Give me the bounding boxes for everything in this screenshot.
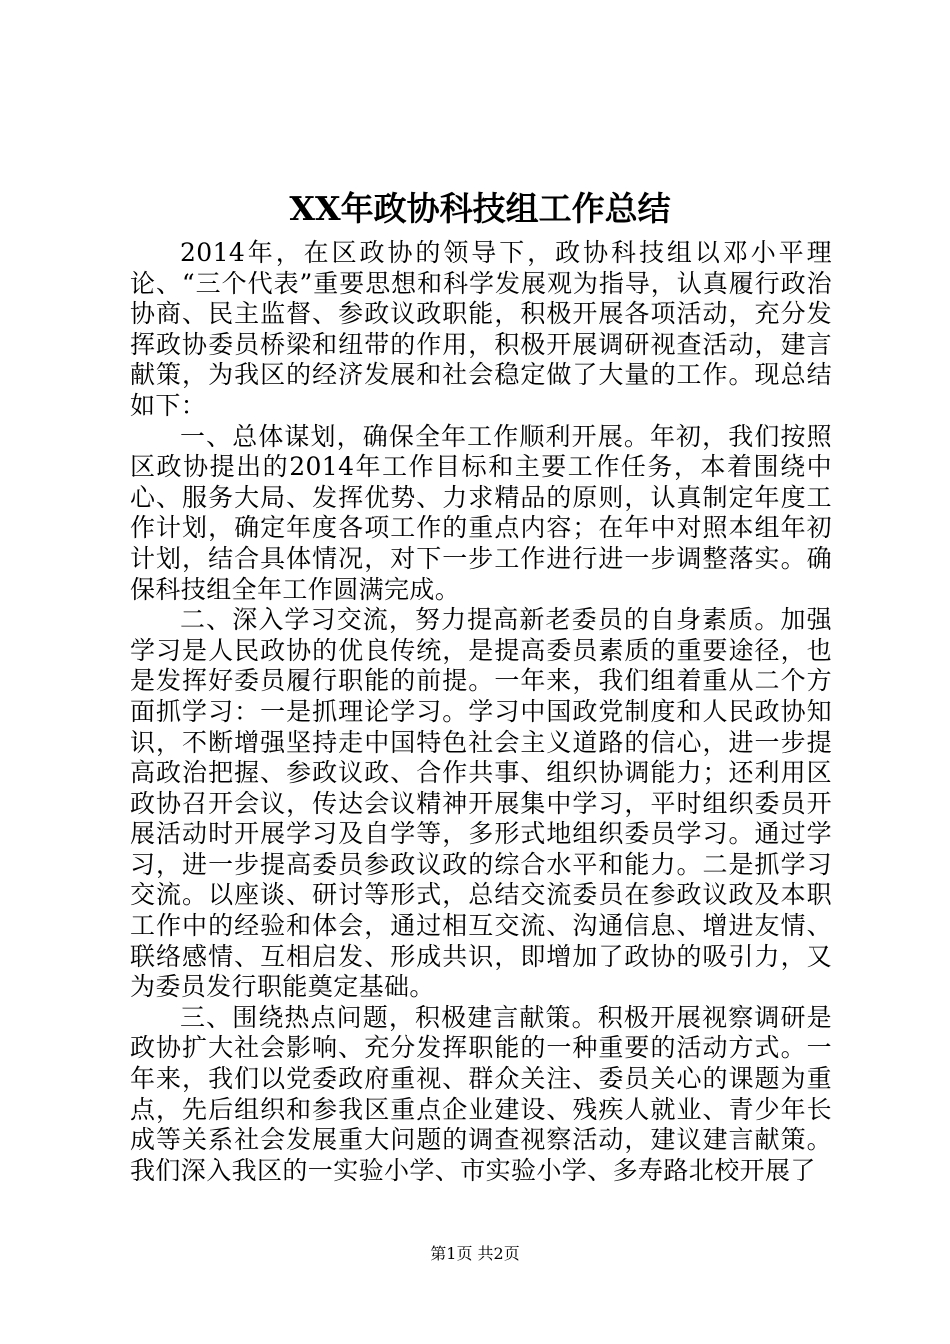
document-body (130, 238, 832, 1186)
paragraph-section-3: 三、围绕热点问题，积极建言献策。积极开展视察调研是政协扩大社会影响、充分发挥职能的一种重要的活动方式。一年来，我们以党委政府重视、群众关注、委员关心的课题为重点，先后组织和参我区重点企业建设、残疾人就业、青少年长成等关系社会发展重大问题的调查视察活动，建议建言献策。我们深入我区的一实验小学、市实验小学、多寿路北校开展了 (130, 1002, 832, 1185)
document-title: XX年政协科技组工作总结 (289, 189, 671, 228)
paragraph-intro: 2014年，在区政协的领导下，政协科技组以邓小平理论、“三个代表”重要思想和科学发展观为指导，认真履行政治协商、民主监督、参政议政职能，积极开展各项活动，充分发挥政协委员桥梁和纽带的作用，积极开展调研视查活动，建言献策，为我区的经济发展和社会稳定做了大量的工作。现总结如下： (130, 238, 832, 420)
paragraph-section-2: 二、深入学习交流，努力提高新老委员的自身素质。加强学习是人民政协的优良传统，是提高委员素质的重要途径，也是发挥好委员履行职能的前提。一年来，我们组着重从二个方面抓学习：一是抓理论学习。学习中国政党制度和人民政协知识，不断增强坚持走中国特色社会主义道路的信心，进一步提高政治把握、参政议政、合作共事、组织协调能力；还利用区政协召开会议，传达会议精神开展集中学习，平时组织委员开展活动时开展学习及自学等，多形式地组织委员学习。通过学习，进一步提高委员参政议政的综合水平和能力。二是抓学习交流。以座谈、研讨等形式，总结交流委员在参政议政及本职工作中的经验和体会，通过相互交流、沟通信息、增进友情、联络感情、互相启发、形成共识，即增加了政协的吸引力，又为委员发行职能奠定基础。 (130, 605, 832, 1002)
page-number-footer: 第1页 共2页 (430, 1244, 520, 1263)
paragraph-section-1: 一、总体谋划，确保全年工作顺利开展。年初，我们按照区政协提出的2014年工作目标和主要工作任务，本着围绕中心、服务大局、发挥优势、力求精品的原则，认真制定年度工作计划，确定年度各项工作的重点内容；在年中对照本组年初计划，结合具体情况，对下一步工作进行进一步调整落实。确保科技组全年工作圆满完成。 (130, 421, 832, 604)
